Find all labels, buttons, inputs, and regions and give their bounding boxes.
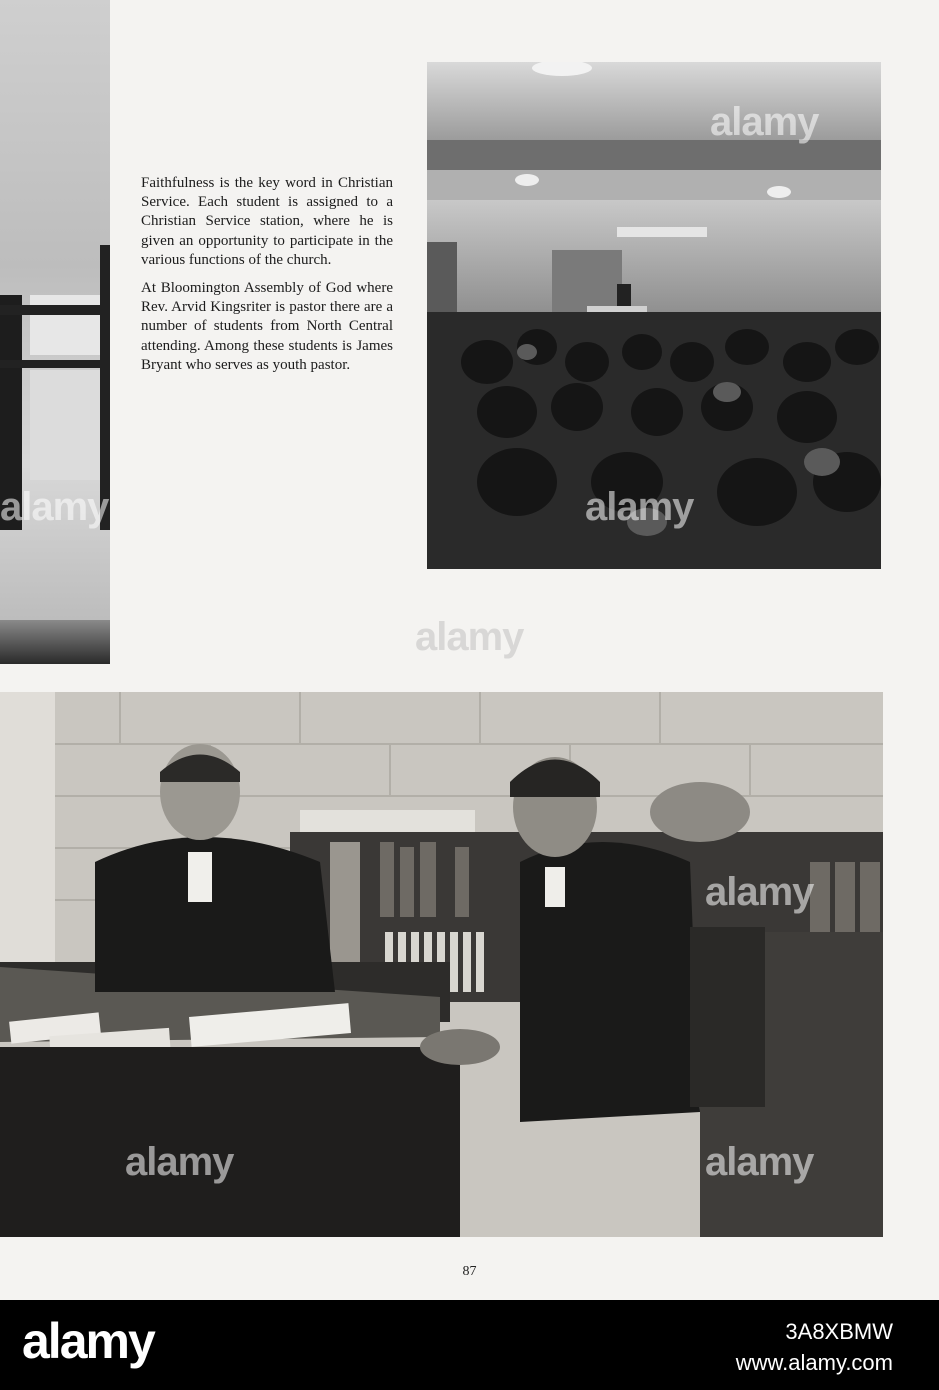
- watermark: alamy: [705, 870, 814, 914]
- watermark: alamy: [705, 1140, 814, 1184]
- site-url: www.alamy.com: [735, 1350, 893, 1375]
- church-service-photo: [427, 62, 881, 569]
- image-id: 3A8XBMW: [785, 1319, 893, 1344]
- alamy-logo: alamy: [22, 1313, 154, 1369]
- page-number: 87: [462, 1264, 477, 1279]
- caption-text: [141, 174, 393, 384]
- caption-paragraph-2: At Bloomington Assembly of God where Rev. Arvid Kingsriter is pastor there are a number of students from North Central attending. Among these students is James Bryant who serves as youth pastor.: [141, 280, 393, 373]
- left-cropped-photo: [0, 0, 110, 664]
- stock-footer: [0, 1300, 939, 1390]
- watermark: alamy: [415, 615, 524, 659]
- watermark: alamy: [125, 1140, 234, 1184]
- watermark: alamy: [710, 100, 819, 144]
- watermark: alamy: [585, 485, 694, 529]
- watermark: alamy: [0, 485, 109, 529]
- office-meeting-photo: [0, 692, 883, 1237]
- caption-paragraph-1: Faithfulness is the key word in Christian Service. Each student is assigned to a Christian Service station, where he is given an opportunity to participate in the various functions of the church.: [141, 175, 393, 268]
